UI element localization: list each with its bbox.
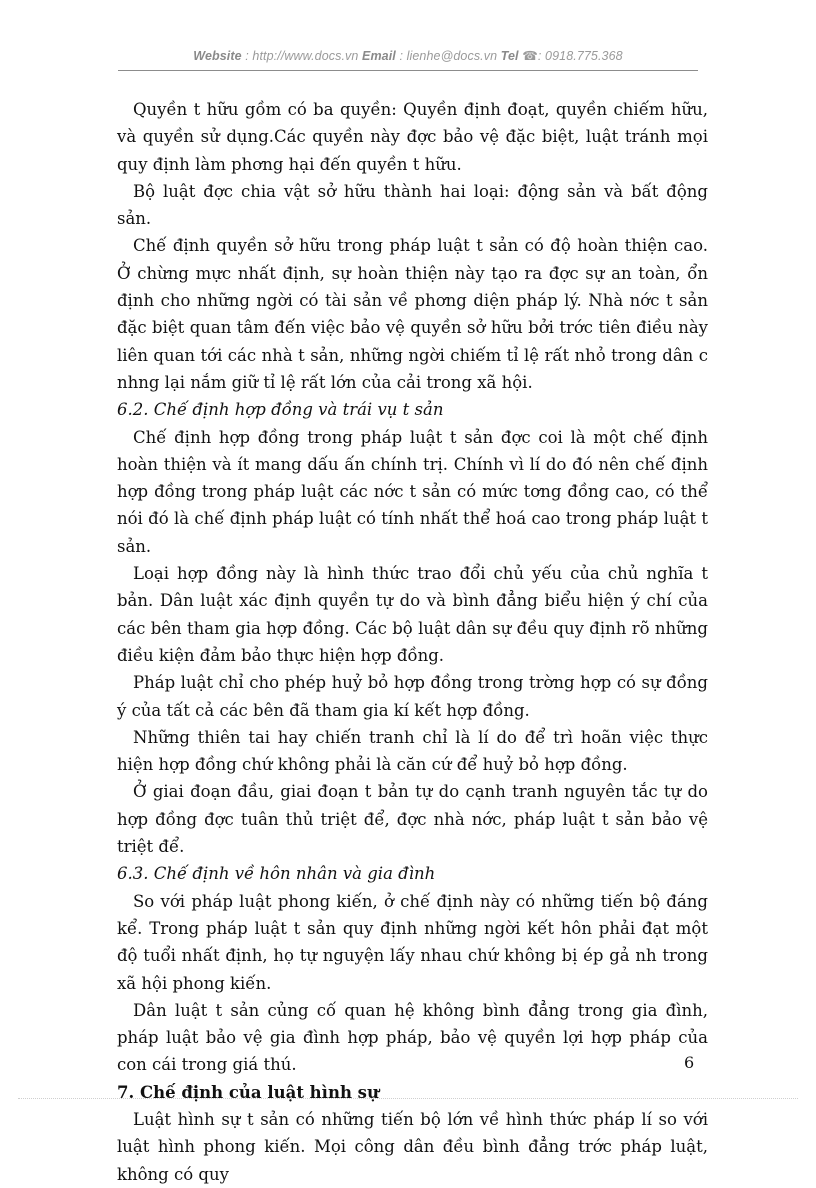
- paragraph: Luật hình sự t sản có những tiến bộ lớn về hình thức pháp lí so với luật hình phong kiến. Mọi công dân đều bình đẳng trớc pháp luật, không có quy: [117, 1109, 708, 1184]
- phone-icon: ☎: [522, 49, 538, 63]
- email-value: : lienhe@docs.vn: [399, 49, 498, 63]
- email-label: Email: [362, 49, 396, 63]
- page-header: [0, 48, 816, 63]
- tel-value: : 0918.775.368: [537, 49, 623, 63]
- section-heading-6-2: 6.2. Chế định hợp đồng và trái vụ t sản: [117, 400, 444, 420]
- header-divider: [118, 70, 698, 71]
- paragraph: Dân luật t sản củng cố quan hệ không bình đẳng trong gia đình, pháp luật bảo vệ gia đình hợp pháp, bảo vệ quyền lợi hợp pháp của con cái trong giá thú.: [117, 1000, 708, 1075]
- page-bottom-divider: [18, 1098, 798, 1099]
- paragraph: Những thiên tai hay chiến tranh chỉ là lí do để trì hoãn việc thực hiện hợp đồng chứ không phải là căn cứ để huỷ bỏ hợp đồng.: [117, 727, 708, 775]
- section-heading-6-3: 6.3. Chế định về hôn nhân và gia đình: [117, 864, 436, 884]
- website-value: : http://www.docs.vn: [245, 49, 359, 63]
- section-heading-7: 7. Chế định của luật hình sự: [117, 1082, 379, 1102]
- paragraph: Chế định quyền sở hữu trong pháp luật t sản có độ hoàn thiện cao. Ở chừng mực nhất định, sự hoàn thiện này tạo ra đợc sự an toàn, ổn định cho những ngời có tài sản về phơng diện pháp lý. Nhà nớc t sản đặc biệt quan tâm đến việc bảo vệ quyền sở hữu bởi trớc tiên điều này liên quan tới các nhà t sản, những ngời chiếm tỉ lệ rất nhỏ trong dân c nhng lại nắm giữ tỉ lệ rất lớn của cải trong xã hội.: [117, 236, 708, 392]
- paragraph: Loại hợp đồng này là hình thức trao đổi chủ yếu của chủ nghĩa t bản. Dân luật xác định quyền tự do và bình đẳng biểu hiện ý chí của các bên tham gia hợp đồng. Các bộ luật dân sự đều quy định rõ những điều kiện đảm bảo thực hiện hợp đồng.: [117, 564, 708, 665]
- paragraph: Quyền t hữu gồm có ba quyền: Quyền định đoạt, quyền chiếm hữu, và quyền sử dụng.Các quyền này đợc bảo vệ đặc biệt, luật tránh mọi quy định làm phơng hại đến quyền t hữu.: [117, 100, 708, 174]
- page-number: 6: [684, 1053, 695, 1072]
- paragraph: Ở giai đoạn đầu, giai đoạn t bản tự do cạnh tranh nguyên tắc tự do hợp đồng đợc tuân thủ triệt để, đợc nhà nớc, pháp luật t sản bảo vệ triệt để.: [117, 782, 708, 857]
- tel-label: Tel: [500, 49, 519, 63]
- paragraph: Chế định hợp đồng trong pháp luật t sản đợc coi là một chế định hoàn thiện và ít mang dấu ấn chính trị. Chính vì lí do đó nên chế định hợp đồng trong pháp luật các nớc t sản có mức tơng đồng cao, có thể nói đó là chế định pháp luật có tính nhất thể hoá cao trong pháp luật t sản.: [117, 427, 708, 556]
- paragraph: Bộ luật đợc chia vật sở hữu thành hai loại: động sản và bất động sản.: [117, 181, 708, 229]
- paragraph: So với pháp luật phong kiến, ở chế định này có những tiến bộ đáng kể. Trong pháp luật t sản quy định những ngời kết hôn phải đạt một độ tuổi nhất định, họ tự nguyện lấy nhau chứ không bị ép gả nh trong xã hội phong kiến.: [117, 891, 708, 993]
- paragraph: Pháp luật chỉ cho phép huỷ bỏ hợp đồng trong trờng hợp có sự đồng ý của tất cả các bên đã tham gia kí kết hợp đồng.: [117, 673, 708, 720]
- website-label: Website: [193, 49, 242, 63]
- document-body: [117, 96, 708, 1188]
